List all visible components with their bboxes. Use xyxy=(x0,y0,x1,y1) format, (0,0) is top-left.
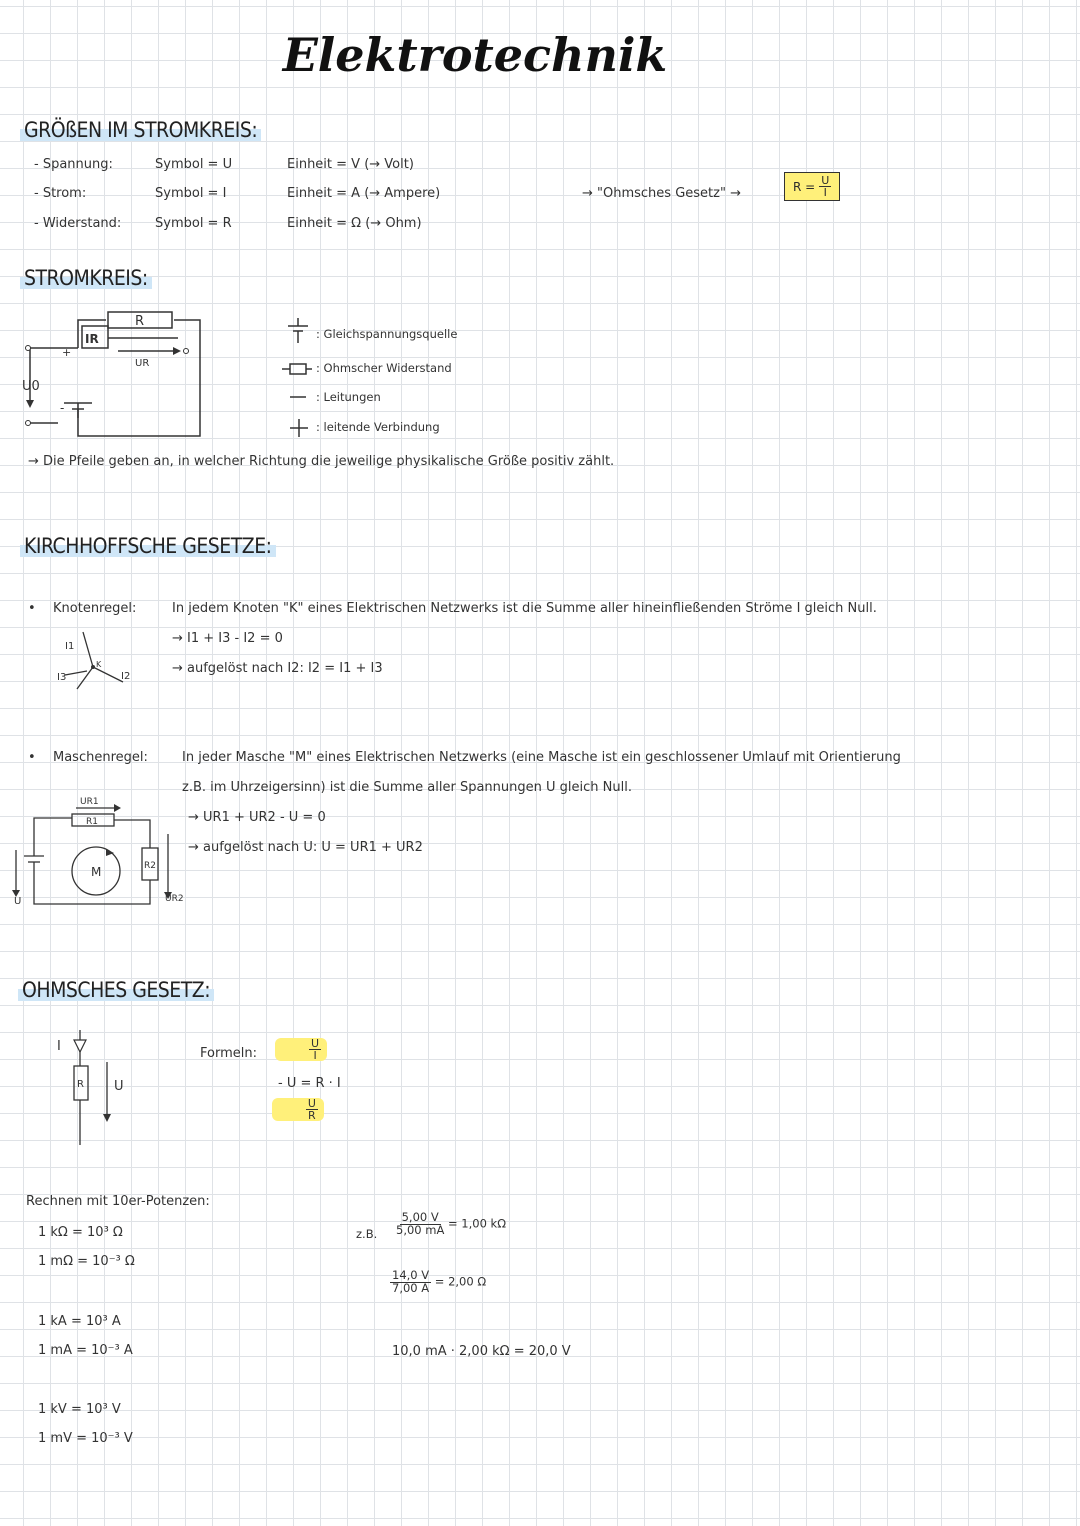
example-2-den: 7,00 A xyxy=(392,1280,430,1295)
potenz-item: 1 mA = 10⁻³ A xyxy=(38,1343,133,1358)
label-i3: I3 xyxy=(57,672,67,683)
formula-r xyxy=(278,1038,327,1061)
label-i1: I1 xyxy=(65,641,75,652)
ohm-formula-lhs: R = xyxy=(793,179,816,194)
formula-r-den: I xyxy=(313,1049,317,1062)
maschenregel-eq2: → aufgelöst nach U: U = UR1 + UR2 xyxy=(188,840,423,855)
arrow-note: → Die Pfeile geben an, in welcher Richtung die jeweilige physikalische Größe positiv zählt. xyxy=(28,454,615,469)
section-heading-kirchhoff: KIRCHHOFFSCHE GESETZE: xyxy=(20,534,276,558)
label-r1: R1 xyxy=(86,817,98,827)
ohm-formula-num: U xyxy=(821,174,830,187)
circuit-diagram xyxy=(18,308,228,443)
arrow-head xyxy=(26,400,34,408)
arrow-head xyxy=(173,347,181,355)
example-1-den: 5,00 mA xyxy=(396,1222,445,1237)
arrow-head xyxy=(114,804,121,812)
example-2-fraction xyxy=(390,1270,431,1294)
bullet-icon: • xyxy=(28,601,36,616)
label-u: U xyxy=(114,1079,124,1094)
label-ur2: UR2 xyxy=(165,894,184,904)
row-symbol-strom: Symbol = I xyxy=(155,186,227,201)
label-u0: U0 xyxy=(22,379,40,394)
potenz-item: 1 kA = 10³ A xyxy=(38,1314,121,1329)
potenz-item: 1 mΩ = 10⁻³ Ω xyxy=(38,1254,135,1269)
example-2-result: = 2,00 Ω xyxy=(434,1274,487,1289)
formula-r-fraction xyxy=(309,1038,321,1061)
ohm-formula-den: I xyxy=(823,186,827,199)
example-1-fraction xyxy=(396,1212,444,1236)
example-2-num: 14,0 V xyxy=(392,1268,430,1282)
maschenregel-eq1: → UR1 + UR2 - U = 0 xyxy=(188,810,326,825)
legend-item-source: : Gleichspannungsquelle xyxy=(316,327,458,341)
zb-label: z.B. xyxy=(356,1227,378,1241)
potenz-item: 1 kΩ = 10³ Ω xyxy=(38,1225,123,1240)
maschenregel-label: Maschenregel: xyxy=(53,750,148,765)
row-unit-spannung: Einheit = V (→ Volt) xyxy=(287,157,414,172)
node-diagram xyxy=(55,627,155,697)
label-r: R xyxy=(135,314,145,329)
legend-item-junction: : leitende Verbindung xyxy=(316,420,440,434)
ohm-formula-fraction xyxy=(819,175,831,198)
legend-item-wire: : Leitungen xyxy=(316,390,381,404)
legend-item-resistor: : Ohmscher Widerstand xyxy=(316,361,452,375)
knotenregel-eq2: → aufgelöst nach I2: I2 = I1 + I3 xyxy=(172,661,383,676)
formula-i xyxy=(278,1098,324,1121)
page-title: Elektrotechnik xyxy=(282,28,668,82)
label-ur1: UR1 xyxy=(80,797,99,807)
knotenregel-eq1: → I1 + I3 - I2 = 0 xyxy=(172,631,283,646)
example-1-num: 5,00 V xyxy=(401,1210,439,1224)
potenz-item: 1 mV = 10⁻³ V xyxy=(38,1431,133,1446)
label-r: R xyxy=(77,1079,84,1090)
formula-i-num: U xyxy=(307,1097,316,1110)
mesh-diagram xyxy=(10,794,190,909)
section-heading-stromkreis: STROMKREIS: xyxy=(20,266,152,290)
potenzen-heading: Rechnen mit 10er-Potenzen: xyxy=(26,1194,210,1209)
example-1-result: = 1,00 kΩ xyxy=(448,1216,506,1231)
formula-i-fraction xyxy=(306,1098,318,1121)
formula-r-num: U xyxy=(311,1037,320,1050)
example-2 xyxy=(390,1270,486,1294)
row-unit-widerstand: Einheit = Ω (→ Ohm) xyxy=(287,216,422,231)
formeln-label: Formeln: xyxy=(200,1046,257,1061)
knotenregel-label: Knotenregel: xyxy=(53,601,137,616)
example-3: 10,0 mA · 2,00 kΩ = 20,0 V xyxy=(392,1344,571,1359)
label-ur: UR xyxy=(135,358,150,369)
legend-symbols xyxy=(282,318,312,443)
label-i2: I2 xyxy=(121,671,131,682)
arrow-head xyxy=(103,1114,111,1122)
potenz-item: 1 kV = 10³ V xyxy=(38,1402,121,1417)
bullet-icon: • xyxy=(28,750,36,765)
arrow-head xyxy=(106,849,114,856)
maschenregel-text2: z.B. im Uhrzeigersinn) ist die Summe aller Spannungen U gleich Null. xyxy=(182,780,632,795)
formula-i-den: R xyxy=(308,1109,316,1122)
label-plus: + xyxy=(62,346,72,359)
ohm-diagram xyxy=(52,1030,132,1150)
row-symbol-widerstand: Symbol = R xyxy=(155,216,232,231)
label-minus: - xyxy=(60,401,65,415)
maschenregel-text1: In jeder Masche "M" eines Elektrischen Netzwerks (eine Masche ist ein geschlossener Umlauf mit Orientierung xyxy=(182,750,901,765)
ohm-reference: → "Ohmsches Gesetz" → xyxy=(582,186,741,201)
section-heading-ohmsches: OHMSCHES GESETZ: xyxy=(18,978,214,1002)
row-unit-strom: Einheit = A (→ Ampere) xyxy=(287,186,441,201)
row-symbol-spannung: Symbol = U xyxy=(155,157,233,172)
label-k: K xyxy=(96,660,102,669)
label-ir: IR xyxy=(85,332,99,346)
label-r2: R2 xyxy=(144,861,156,871)
label-m: M xyxy=(91,865,102,879)
section-heading-groessen: GRÖßEN IM STROMKREIS: xyxy=(20,118,261,142)
row-name-widerstand: - Widerstand: xyxy=(34,216,122,231)
example-1 xyxy=(396,1212,506,1236)
knotenregel-text: In jedem Knoten "K" eines Elektrischen Netzwerks ist die Summe aller hineinfließenden Ströme I gleich Null. xyxy=(172,601,877,616)
row-name-spannung: - Spannung: xyxy=(34,157,113,172)
label-u: U xyxy=(14,896,22,907)
formula-u: - U = R · I xyxy=(278,1076,341,1091)
ohm-formula-box xyxy=(784,172,840,201)
label-i: I xyxy=(57,1039,61,1054)
row-name-strom: - Strom: xyxy=(34,186,87,201)
